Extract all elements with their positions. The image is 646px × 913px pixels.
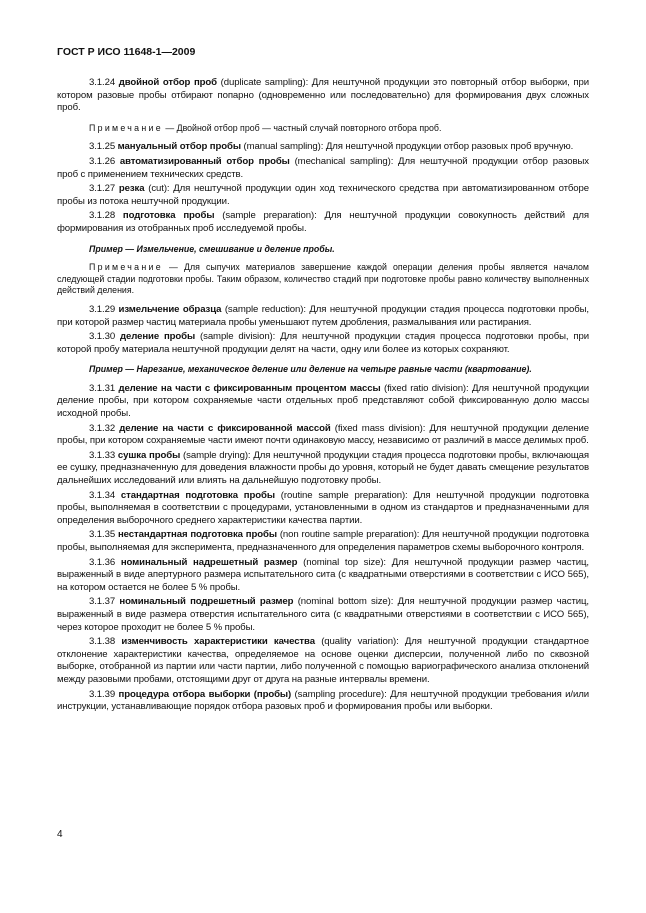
term-name: деление на части с фиксированной массой bbox=[119, 422, 331, 434]
term-definition bbox=[57, 304, 589, 329]
term-number: 3.1.34 bbox=[89, 489, 116, 501]
term-definition bbox=[57, 596, 589, 634]
term-name: процедура отбора выборки (пробы) bbox=[118, 688, 292, 700]
term-definition bbox=[57, 77, 589, 115]
term-text: (sample preparation): Для нештучной продукции совокупность действий для формирования из отобранных проб исследуемой пробы. bbox=[57, 210, 589, 234]
term-text: (fixed mass division): Для нештучной продукции деление пробы, при котором сохраняемые части имеют почти одинаковую массу, независимо от различий в массе делимых проб. bbox=[57, 422, 589, 447]
term-text: (sample division): Для нештучной продукции стадия процесса подготовки пробы, при которой пробу материала нештучной продукции делят на части, одну или более из которых сохраняют. bbox=[57, 331, 589, 355]
term-number: 3.1.36 bbox=[89, 556, 116, 568]
term-number: 3.1.35 bbox=[89, 529, 116, 541]
document-body bbox=[57, 77, 589, 716]
term-name: автоматизированный отбор пробы bbox=[119, 155, 290, 167]
term-name: деление пробы bbox=[120, 331, 196, 343]
term-text: (fixed ratio division): Для нештучной продукции деление пробы, при котором сохраняемые части отдельных проб представляют собой фиксированную долю массы исходной пробы. bbox=[57, 382, 589, 420]
term-name: нестандартная подготовка пробы bbox=[117, 529, 277, 541]
note-label: Примечание bbox=[89, 122, 163, 133]
term-number: 3.1.24 bbox=[89, 77, 116, 88]
term-text: (nominal top size): Для нештучной продукции размер частиц, выраженный в виде апертурного размера испытательного сита (с квадратными отверстиями в соответствии с ИСО 565), на котором остается не более 5 % пробы. bbox=[57, 556, 589, 593]
term-definition bbox=[57, 156, 589, 181]
term-name: номинальный надрешетный размер bbox=[120, 556, 298, 568]
term-number: 3.1.29 bbox=[89, 303, 116, 315]
term-definition bbox=[57, 636, 589, 686]
term-definition bbox=[57, 423, 589, 448]
term-text: (quality variation): Для нештучной продукции стандартное отклонение характеристики качества, определяемое на основе оценки дисперсии, полученной либо по сквозной выборке, отобранной из партии или части партии, либо полученной с помощью вариографического анализа отклонений между разовыми пробами, отстоящими друг от друга на разные интервалы времени. bbox=[57, 636, 589, 685]
term-text: (non routine sample preparation): Для нештучной продукции подготовка пробы, выполняемая для эксперимента, предназначенного для определения параметров схемы выборочного контроля. bbox=[57, 529, 589, 553]
term-name: сушка пробы bbox=[117, 449, 181, 461]
term-number: 3.1.37 bbox=[89, 596, 116, 608]
term-name: резка bbox=[118, 183, 145, 195]
term-name: номинальный подрешетный размер bbox=[119, 596, 294, 608]
term-name: изменчивость характеристики качества bbox=[121, 636, 315, 648]
term-name: подготовка пробы bbox=[122, 210, 215, 222]
term-number: 3.1.28 bbox=[89, 210, 116, 222]
term-definition bbox=[57, 689, 589, 714]
term-name: стандартная подготовка пробы bbox=[120, 489, 275, 501]
term-text: (sample drying): Для нештучной продукции стадия процесса подготовки пробы, включающая ее сушку, предназначенную для доведения влажности пробы до уровня, который не будет давать смещение результатов дальнейших исследований или влиять на дальнейшую подготовку пробы. bbox=[57, 449, 589, 487]
term-name: двойной отбор проб bbox=[118, 77, 218, 88]
term-text: (manual sampling): Для нештучной продукции отбор разовых проб вручную. bbox=[240, 141, 574, 153]
term-number: 3.1.39 bbox=[89, 688, 116, 700]
term-text: (routine sample preparation): Для нештучной продукции подготовка пробы, выполняемая в соответствии с процедурами, установленными в одном из стандартов и предназначенными для определения выборочного среднего характеристики качества партии. bbox=[57, 489, 589, 526]
term-text: (nominal bottom size): Для нештучной продукции размер частиц, выраженный в виде размера отверстия испытательного сита (с квадратными отверстиями в соответствии с ИСО 565), через которое проходит не более 5 % пробы. bbox=[57, 596, 589, 633]
page-number: 4 bbox=[57, 829, 63, 840]
term-number: 3.1.27 bbox=[89, 183, 116, 195]
term-definition bbox=[57, 210, 589, 235]
term-definition bbox=[57, 383, 589, 421]
term-definition bbox=[57, 557, 589, 595]
term-number: 3.1.33 bbox=[89, 449, 116, 461]
term-definition bbox=[57, 529, 589, 554]
term-number: 3.1.30 bbox=[89, 331, 116, 343]
example: Пример — Нарезание, механическое деление или деление на четыре равные части (квартование). bbox=[89, 364, 532, 375]
term-text: (duplicate sampling): Для нештучной продукции это повторный отбор выборки, при котором разовые пробы отбирают попарно (одновременно или последовательно) для формирования двух сложных проб. bbox=[57, 77, 589, 114]
term-name: мануальный отбор пробы bbox=[117, 141, 241, 153]
term-number: 3.1.25 bbox=[89, 141, 116, 153]
term-number: 3.1.38 bbox=[89, 636, 116, 648]
document-header: ГОСТ Р ИСО 11648-1—2009 bbox=[57, 46, 196, 58]
note-text: — Двойной отбор проб — частный случай повторного отбора проб. bbox=[162, 122, 442, 133]
note-text: — Для сыпучих материалов завершение каждой операции деления пробы является началом следующей стадии подготовки пробы. Таким образом, количество стадий при подготовке пробы равно количеству выполненных действий деления. bbox=[57, 262, 589, 296]
term-text: (sample reduction): Для нештучной продукции стадия процесса подготовки пробы, при которой размер частиц материала пробы уменьшают путем дробления, размалывания или растирания. bbox=[57, 303, 590, 328]
term-text: (mechanical sampling): Для нештучной продукции отбор разовых проб с применением технических средств. bbox=[57, 155, 589, 180]
note bbox=[57, 123, 589, 135]
term-number: 3.1.32 bbox=[89, 422, 116, 434]
term-definition bbox=[57, 141, 589, 154]
term-number: 3.1.26 bbox=[89, 155, 116, 167]
term-name: деление на части с фиксированным процентом массы bbox=[118, 382, 381, 394]
term-definition bbox=[57, 450, 589, 488]
term-definition bbox=[57, 331, 589, 356]
note bbox=[57, 262, 589, 297]
term-number: 3.1.31 bbox=[89, 382, 116, 394]
term-text: (sampling procedure): Для нештучной продукции требования и/или инструкции, устанавливающие порядок отбора разовых проб и формирования пробы или выборки. bbox=[57, 688, 589, 713]
term-text: (cut): Для нештучной продукции один ход технического средства при автоматизированном отборе пробы из потока нештучной продукции. bbox=[57, 183, 589, 207]
term-definition bbox=[57, 183, 589, 208]
example: Пример — Измельчение, смешивание и деление пробы. bbox=[89, 243, 335, 254]
term-name: измельчение образца bbox=[118, 303, 222, 315]
note-label: Примечание bbox=[89, 262, 163, 273]
term-definition bbox=[57, 490, 589, 528]
